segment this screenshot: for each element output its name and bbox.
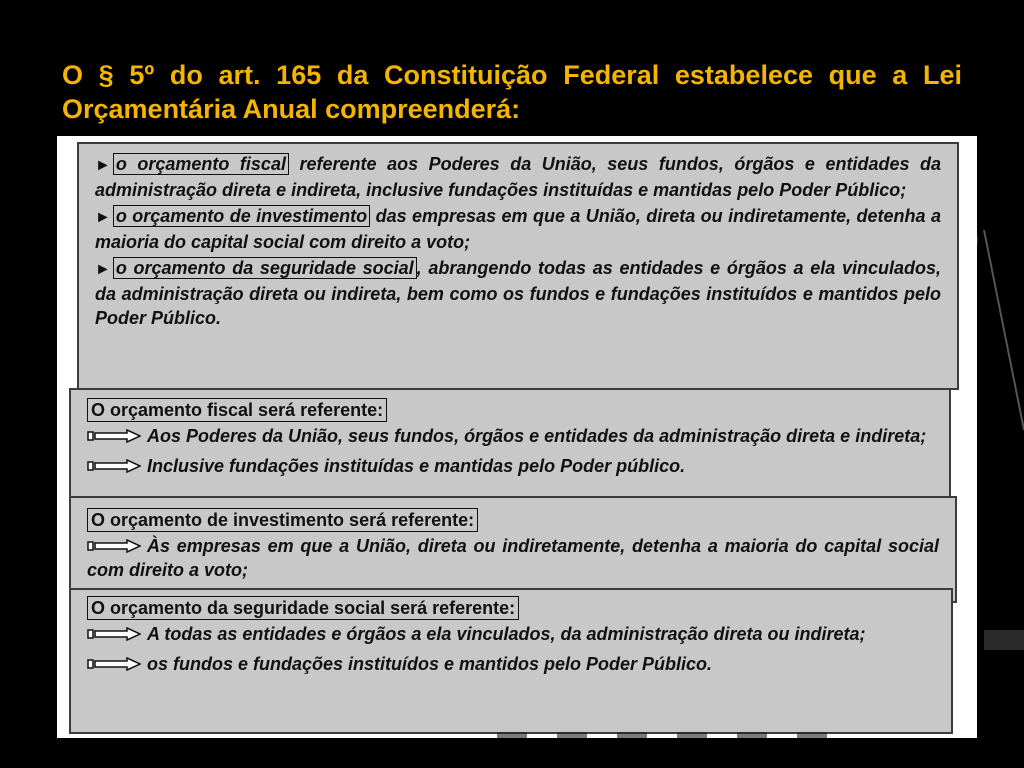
list-item: Às empresas em que a União, direta ou indiretamente, detenha a maioria do capital social com direito a voto; [87, 536, 939, 580]
excerpt-item-fiscal: ► o orçamento fiscal referente aos Poderes da União, seus fundos, órgãos e entidades da administração direta e indireta, inclusive fundações instituídas e mantidas pelo Poder Público; [95, 154, 942, 200]
triangle-right-icon: ► [95, 157, 111, 174]
slide-title: O § 5º do art. 165 da Constituição Federal estabelece que a Lei Orçamentária Anual compreenderá: [62, 60, 962, 124]
arrow-right-icon [87, 539, 141, 553]
arrow-right-icon [87, 627, 141, 641]
cropped-text-remnant [497, 732, 827, 738]
highlight-box: o orçamento fiscal [113, 153, 289, 175]
document-image [57, 136, 977, 738]
list-item: Inclusive fundações instituídas e mantidas pelo Poder público. [87, 454, 933, 478]
investimento-panel [69, 496, 957, 603]
arrow-right-icon [87, 459, 141, 473]
excerpt-item-seguridade: ► o orçamento da seguridade social , abrangendo todas as entidades e órgãos a ela vinculados, da administração direta ou indireta, bem como os fundos e fundações instituídos e mantidos pelo Poder Público. [95, 258, 941, 328]
list-item: A todas as entidades e órgãos a ela vinculados, da administração direta ou indireta; [87, 622, 935, 646]
excerpt-item-investimento: ► o orçamento de investimento das empresas em que a União, direta ou indiretamente, detenha a maioria do capital social com direito a voto; [95, 206, 941, 252]
triangle-right-icon: ► [95, 209, 111, 226]
seguridade-panel [69, 588, 953, 734]
arrow-right-icon [87, 429, 141, 443]
constitution-excerpt-panel [77, 142, 959, 390]
highlight-box: o orçamento da seguridade social [113, 257, 417, 279]
list-item: Aos Poderes da União, seus fundos, órgãos e entidades da administração direta e indireta; [87, 424, 933, 448]
panel-heading: O orçamento de investimento será referente: [87, 508, 478, 532]
list-item: os fundos e fundações instituídos e mantidos pelo Poder Público. [87, 652, 935, 676]
panel-heading: O orçamento da seguridade social será referente: [87, 596, 519, 620]
arrow-right-icon [87, 657, 141, 671]
triangle-right-icon: ► [95, 261, 111, 278]
highlight-box: o orçamento de investimento [113, 205, 370, 227]
panel-heading: O orçamento fiscal será referente: [87, 398, 387, 422]
fiscal-panel [69, 388, 951, 506]
